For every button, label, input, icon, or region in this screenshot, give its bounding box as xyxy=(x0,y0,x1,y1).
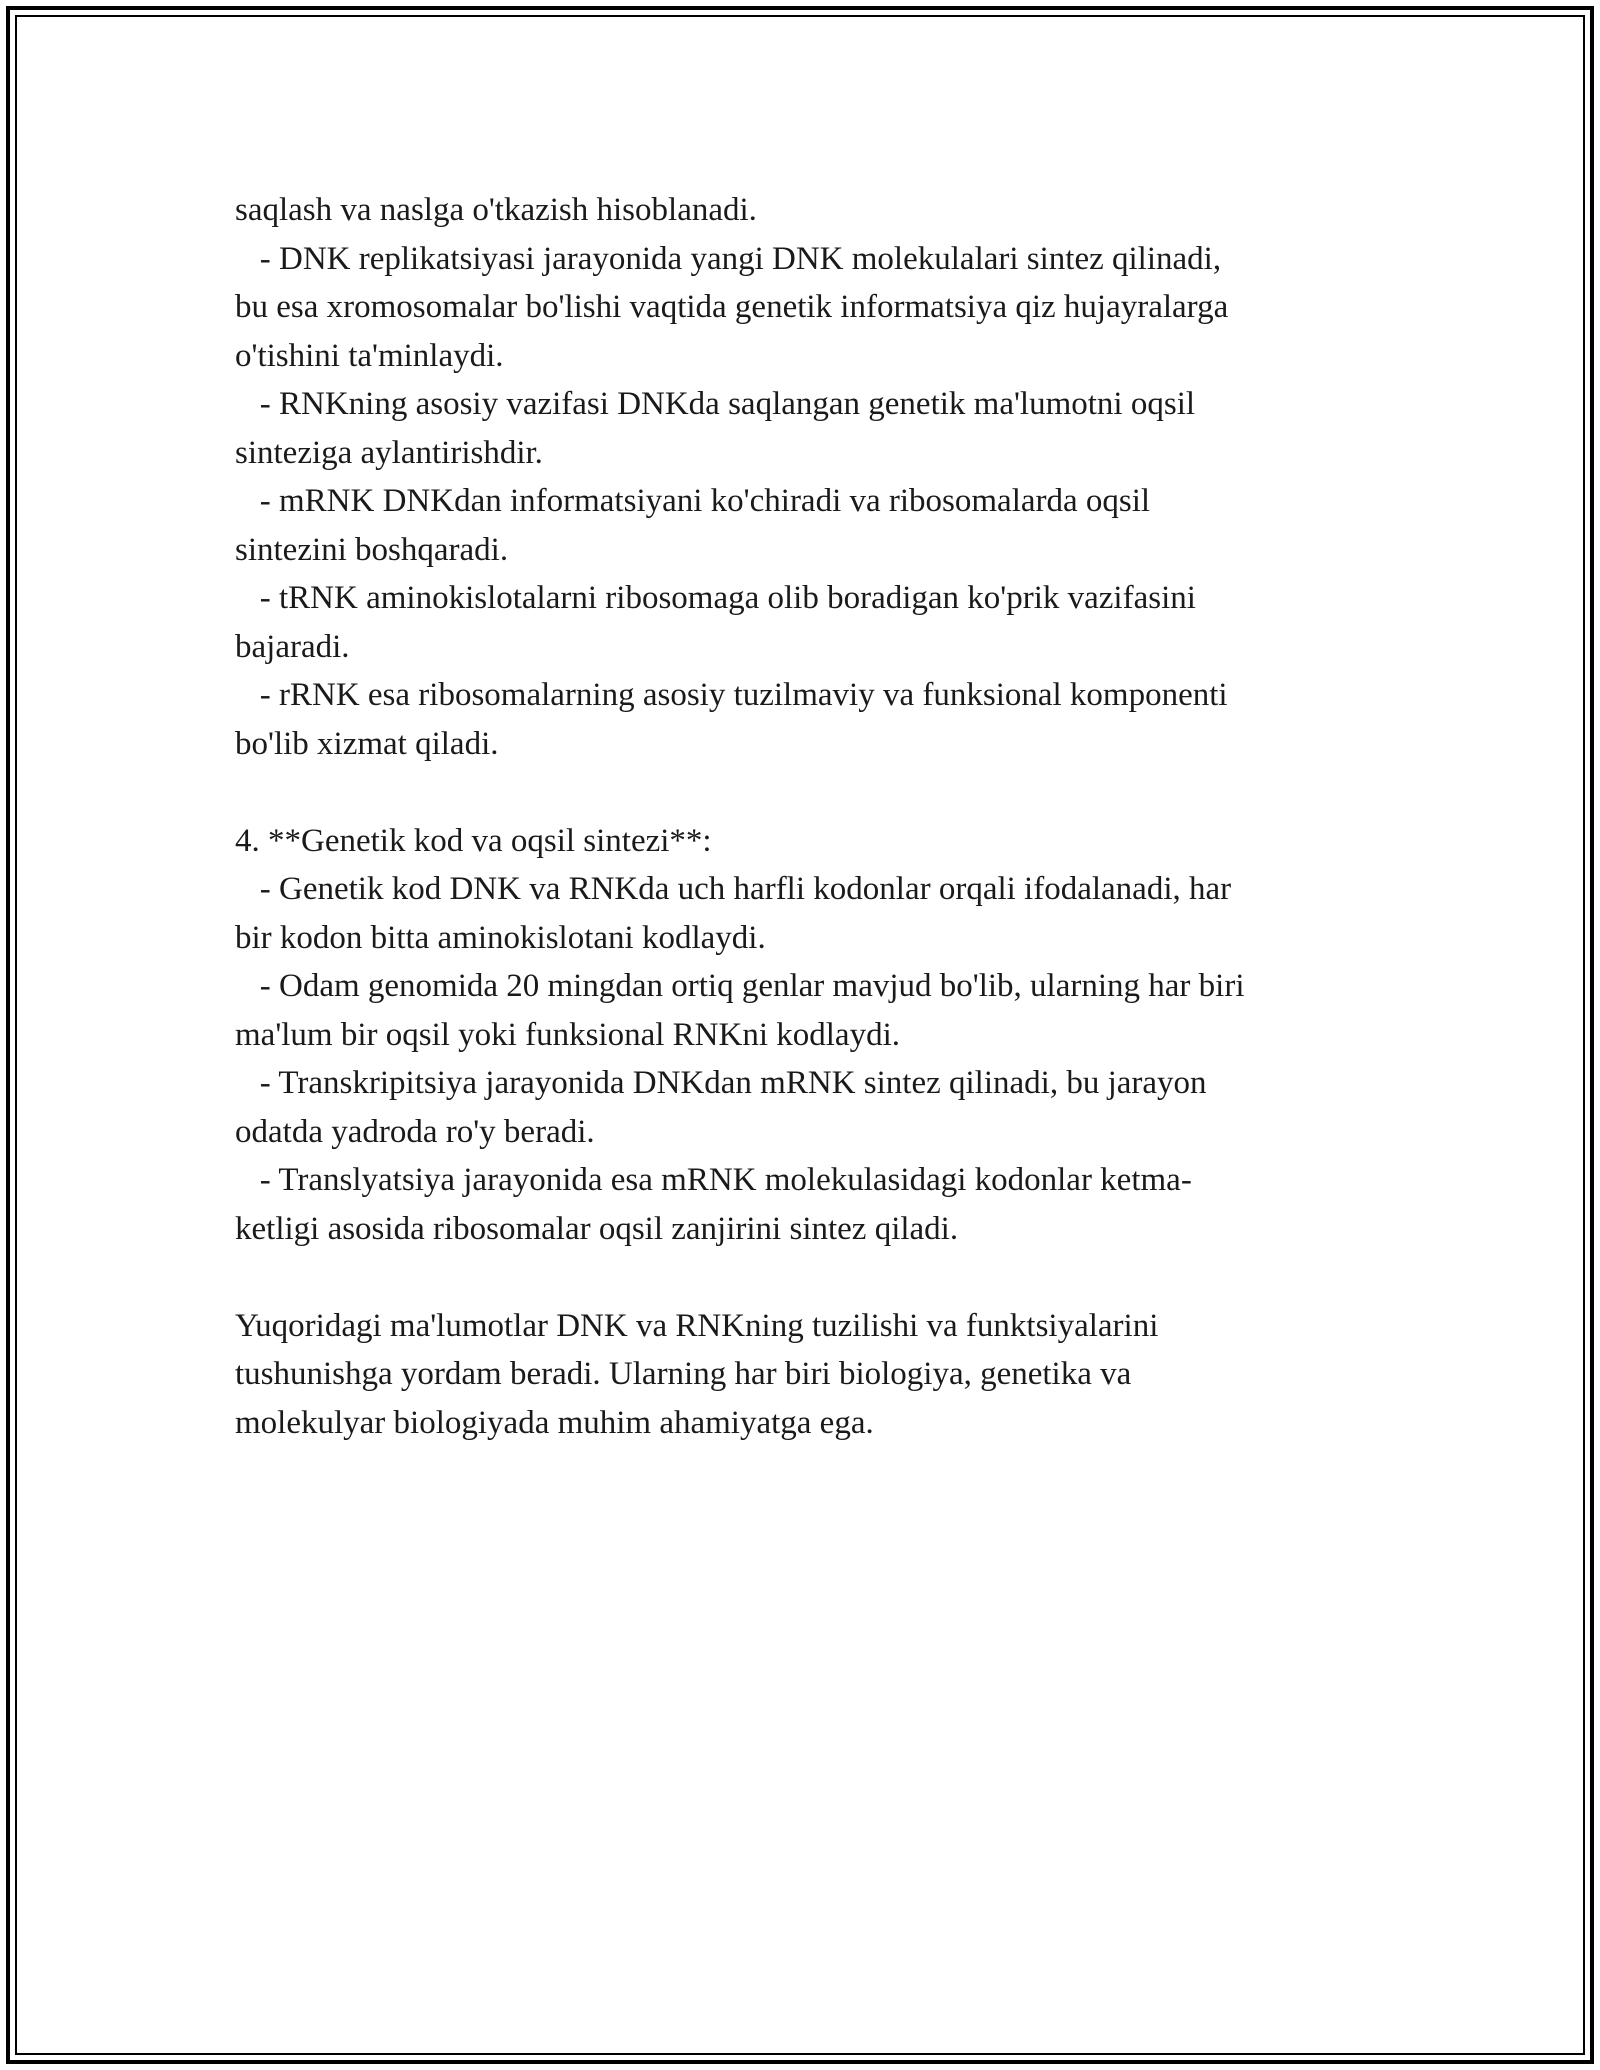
list-item-mrna: - mRNK DNKdan informatsiyani ko'chiradi va ribosomalarda oqsil xyxy=(235,483,1151,519)
conclusion-line: tushunishga yordam beradi. Ularning har biri biologiya, genetika va xyxy=(235,1356,1132,1392)
conclusion-line: Yuqoridagi ma'lumotlar DNK va RNKning tuzilishi va funktsiyalarini xyxy=(235,1307,1159,1344)
list-item-translation: - Translyatsiya jarayonida esa mRNK molekulasidagi kodonlar ketma- xyxy=(235,1162,1192,1198)
paragraph-gap xyxy=(235,1253,1365,1302)
list-item-replication: - DNK replikatsiyasi jarayonida yangi DNK molekulalari sintez qilinadi, xyxy=(235,240,1222,277)
document-body xyxy=(235,186,1365,1447)
text-line: ma'lum bir oqsil yoki funksional RNKni kodlaydi. xyxy=(235,1016,900,1053)
text-line: bir kodon bitta aminokislotani kodlaydi. xyxy=(235,919,766,956)
list-item-trna: - tRNK aminokislotalarni ribosomaga olib boradigan ko'prik vazifasini xyxy=(235,580,1196,616)
text-line: sintezini boshqaradi. xyxy=(235,531,509,568)
text-line: odatda yadroda ro'y beradi. xyxy=(235,1113,595,1150)
text-line: ketligi asosida ribosomalar oqsil zanjirini sintez qiladi. xyxy=(235,1210,959,1247)
section-heading: 4. **Genetik kod va oqsil sintezi**: xyxy=(235,822,712,859)
list-item-transcription: - Transkripitsiya jarayonida DNKdan mRNK sintez qilinadi, bu jarayon xyxy=(235,1065,1207,1101)
text-line: o'tishini ta'minlaydi. xyxy=(235,337,504,374)
list-item-rna-function: - RNKning asosiy vazifasi DNKda saqlangan genetik ma'lumotni oqsil xyxy=(235,386,1196,422)
text-line: sinteziga aylantirishdir. xyxy=(235,434,543,471)
list-item-genome: - Odam genomida 20 mingdan ortiq genlar mavjud bo'lib, ularning har biri xyxy=(235,968,1245,1004)
list-item-rrna: - rRNK esa ribosomalarning asosiy tuzilmaviy va funksional komponenti xyxy=(235,677,1228,713)
list-item-genetic-code: - Genetik kod DNK va RNKda uch harfli kodonlar orqali ifodalanadi, har xyxy=(235,871,1232,907)
text-line: bo'lib xizmat qiladi. xyxy=(235,725,499,762)
conclusion-line: molekulyar biologiyada muhim ahamiyatga ega. xyxy=(235,1404,874,1441)
text-line: bu esa xromosomalar bo'lishi vaqtida genetik informatsiya qiz hujayralarga xyxy=(235,289,1229,325)
paragraph-gap xyxy=(235,768,1365,817)
text-line: bajaradi. xyxy=(235,628,350,665)
text-line: saqlash va naslga o'tkazish hisoblanadi. xyxy=(235,192,757,228)
